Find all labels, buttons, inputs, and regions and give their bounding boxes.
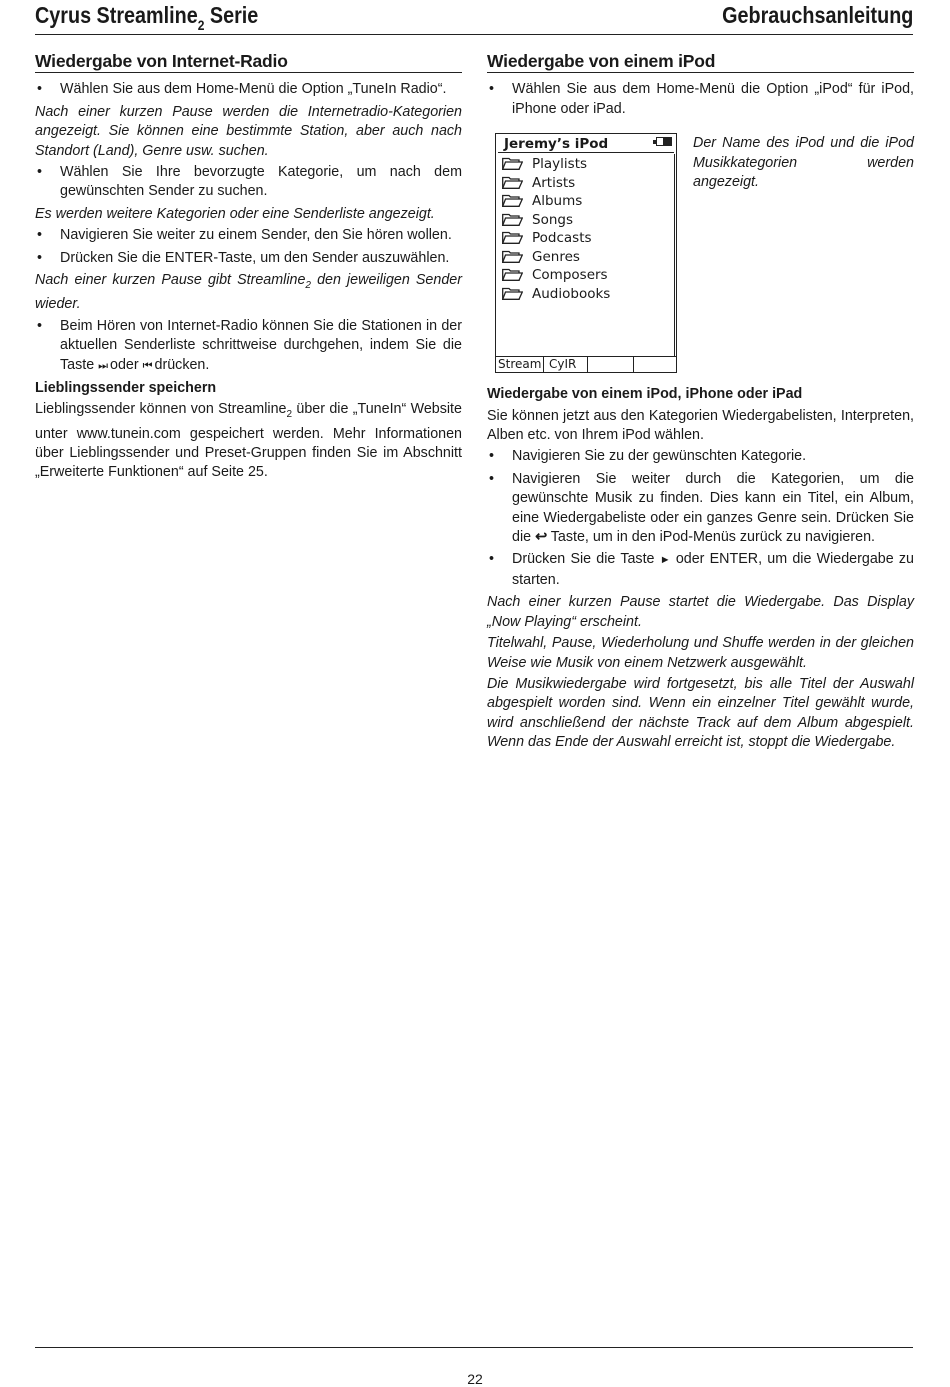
paragraph: Lieblingssender können von Streamline$_2$ über die „TuneIn“ Website unter www.tunein.com gespeichert werden. Mehr Informationen über Lieblingssender und Preset-Gruppen finden Sie im Abschnitt „Erweiterte Funktionen“ auf Seite 25. <box>35 401 462 481</box>
folder-icon <box>502 194 523 207</box>
ipod-caption: Der Name des iPod und die iPod Musikkategorien werden angezeigt. <box>693 135 914 191</box>
folder-icon <box>502 287 523 300</box>
ipod-menu-label: Albums <box>532 193 583 210</box>
back-arrow-icon: ↩ <box>535 529 548 546</box>
section-title-ipod: Wiedergabe von einem iPod <box>487 52 914 73</box>
ipod-menu-list <box>498 154 675 356</box>
list-item: • Wählen Sie aus dem Home-Menü die Option „TuneIn Radio“. <box>35 80 462 99</box>
folder-icon <box>502 250 523 263</box>
bullet-dot: • <box>489 551 495 568</box>
ipod-figure <box>487 133 914 373</box>
folder-icon <box>502 176 523 189</box>
skip-forward-icon: ⏭ <box>98 359 107 372</box>
bullet-dot: • <box>37 164 43 181</box>
list-item: • Drücken Sie die ENTER-Taste, um den Sender auszuwählen. <box>35 249 462 268</box>
ipod-menu-label: Podcasts <box>532 230 592 247</box>
ipod-menu-item[interactable] <box>498 173 674 192</box>
ipod-menu-item[interactable] <box>498 247 674 266</box>
play-icon: ► <box>659 554 671 567</box>
folder-icon <box>502 231 523 244</box>
subsection-title-favorites: Lieblingssender speichern <box>35 379 217 396</box>
bullet-dot: • <box>489 470 495 487</box>
folder-icon <box>502 268 523 281</box>
battery-icon <box>656 137 672 146</box>
note-text: Nach einer kurzen Pause gibt Streamline$_2$ den jeweiligen Sender wieder. <box>35 272 462 313</box>
ipod-menu-label: Composers <box>532 267 608 284</box>
ipod-footer-cyir: CyIR <box>544 357 588 372</box>
note-text: Die Musikwiedergabe wird fortgesetzt, bis alle Titel der Auswahl abgespielt worden sind. Wenn ein einzelner Titel gewählt wurde, wird anschließend der nächste Track auf dem Album abgespielt. Wenn das Ende der Auswahl erreicht ist, stoppt die Wiedergabe. <box>487 675 914 751</box>
list-item: • Wählen Sie aus dem Home-Menü die Option „iPod“ für iPod, iPhone oder iPad. <box>489 81 914 117</box>
list-item: • Navigieren Sie weiter durch die Kategorien, um die gewünschte Musik zu finden. Dies kann ein Titel, ein Album, eine Wiedergabeliste oder ein ganzes Genre sein. Drücken Sie die ↩ Taste, um in den iPod-Menüs zurück zu navigieren. <box>489 470 914 546</box>
bullet-dot: • <box>37 227 43 244</box>
note-text: Nach einer kurzen Pause startet die Wiedergabe. Das Display „Now Playing“ erscheint. <box>487 594 914 630</box>
footer-divider <box>35 1347 913 1348</box>
ipod-footer-empty <box>588 357 634 372</box>
list-item: • Navigieren Sie zu der gewünschten Kategorie. <box>487 447 914 466</box>
bullet-dot: • <box>489 81 495 98</box>
ipod-menu-label: Songs <box>532 211 573 228</box>
paragraph: Sie können jetzt aus den Kategorien Wiedergabelisten, Interpreten, Alben etc. von Ihrem iPod wählen. <box>487 407 914 444</box>
ipod-menu-item[interactable] <box>498 210 674 229</box>
ipod-menu-label: Audiobooks <box>532 285 611 302</box>
skip-back-icon: ⏮ <box>142 359 151 372</box>
ipod-menu-label: Genres <box>532 248 580 265</box>
subsection-title-ipod-playback: Wiedergabe von einem iPod, iPhone oder iPad <box>487 386 803 403</box>
ipod-menu-item[interactable] <box>498 265 674 284</box>
note-text: Nach einer kurzen Pause werden die Internetradio-Kategorien angezeigt. Sie können eine bestimmte Station, aber auch nach Standort (Land), Genre usw. suchen. <box>35 103 462 159</box>
note-text: Es werden weitere Kategorien oder eine Senderliste angezeigt. <box>35 205 435 222</box>
section-title-internet-radio: Wiedergabe von Internet-Radio <box>35 52 462 73</box>
ipod-menu-item[interactable] <box>498 284 674 303</box>
ipod-menu-item[interactable] <box>498 228 674 247</box>
left-column <box>35 52 462 485</box>
bullet-dot: • <box>37 249 43 266</box>
folder-icon <box>502 213 523 226</box>
list-item: • Beim Hören von Internet-Radio können Sie die Stationen in der aktuellen Senderliste schrittweise durchgehen, indem Sie die Taste ⏭ oder ⏮ drücken. <box>37 317 462 373</box>
ipod-footer-stream: Stream <box>498 357 544 372</box>
ipod-menu-label: Artists <box>532 174 576 191</box>
ipod-menu-item[interactable] <box>498 191 674 210</box>
folder-icon <box>502 157 523 170</box>
list-item: • Navigieren Sie weiter zu einem Sender, den Sie hören wollen. <box>35 226 462 245</box>
document-type: Gebrauchsanleitung <box>721 2 913 28</box>
ipod-title-bar <box>498 134 674 153</box>
ipod-screen <box>495 133 677 373</box>
ipod-status-bar <box>496 356 676 372</box>
document-title: Cyrus Streamline$_2$ Serie <box>35 2 259 33</box>
list-item: • Drücken Sie die Taste ► oder ENTER, um die Wiedergabe zu starten. <box>489 551 915 588</box>
bullet-dot: • <box>489 448 495 465</box>
ipod-menu-item[interactable] <box>498 154 674 173</box>
bullet-dot: • <box>37 81 43 98</box>
list-item: • Wählen Sie Ihre bevorzugte Kategorie, um nach dem gewünschten Sender zu suchen. <box>37 164 462 200</box>
bullet-dot: • <box>37 317 43 334</box>
ipod-name: Jeremy’s iPod <box>504 136 609 153</box>
ipod-menu-label: Playlists <box>532 156 588 173</box>
page-header <box>35 0 913 35</box>
right-column <box>487 52 914 755</box>
page-number: 22 <box>467 1371 483 1387</box>
note-text: Titelwahl, Pause, Wiederholung und Shuffe werden in der gleichen Weise wie Musik von einem Netzwerk ausgewählt. <box>487 635 914 671</box>
